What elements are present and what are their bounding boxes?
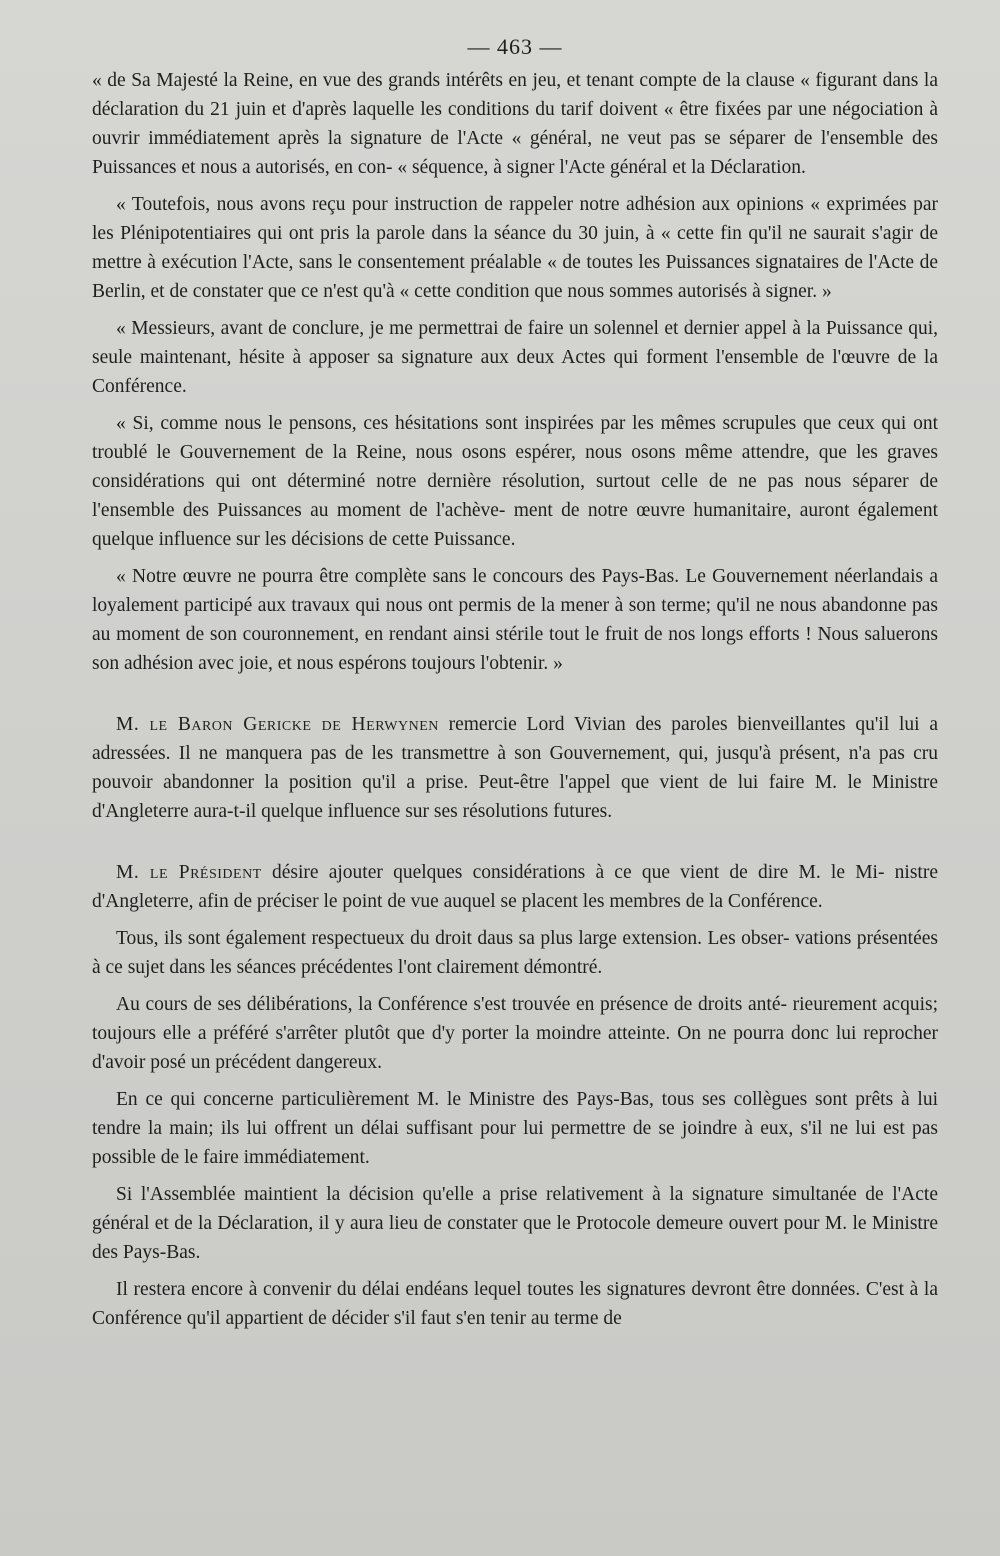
paragraph-6: [92, 710, 938, 826]
paragraph-9: Au cours de ses délibérations, la Conférence s'est trouvée en présence de droits anté- rieurement acquis; toujours elle a préféré s'arrêter plutôt que d'y porter la moindre atteinte. On ne pourra donc lui reprocher d'avoir posé un précédent dangereux.: [92, 994, 938, 1073]
paragraph-7: [92, 858, 938, 916]
speaker-name: M. le Baron Gericke de Herwynen: [116, 714, 439, 735]
paragraph-12: Il restera encore à convenir du délai endéans lequel toutes les signatures devront être données. C'est à la Conférence qu'il appartient de décider s'il faut s'en tenir au terme de: [92, 1279, 938, 1329]
page-number: — 463 —: [467, 34, 563, 59]
paragraph-2: « Toutefois, nous avons reçu pour instruction de rappeler notre adhésion aux opinions « exprimées par les Plénipotentiaires qui ont pris la parole dans la séance du 30 juin, à « cette fin qu'il ne saurait s'agir de mettre à exécution l'Acte, sans le consentement préalable « de toutes les Puissances signataires de l'Acte de Berlin, et de constater que ce n'est qu'à « cette condition que nous sommes autorisés à signer. »: [92, 194, 938, 302]
paragraph-8: Tous, ils sont également respectueux du droit daus sa plus large extension. Les obser- vations présentées à ce sujet dans les séances précédentes l'ont clairement démontré.: [92, 928, 938, 978]
body-text: [92, 66, 938, 1333]
paragraph-6-text: remercie Lord Vivian des paroles bienveillantes qu'il lui a adressées. Il ne manquera pas de les transmettre à son Gouvernement, qui, jusqu'à présent, n'a pas cru pouvoir abandonner la position qu'il a prise. Peut-être l'appel que vient de lui faire M. le Ministre d'Angleterre aura-t-il quelque influence sur ses résolutions futures.: [92, 714, 938, 822]
paragraph-7-text: désire ajouter quelques considérations à ce que vient de dire M. le Mi- nistre d'Angleterre, afin de préciser le point de vue auquel se placent les membres de la Conférence.: [92, 862, 938, 912]
paragraph-10: En ce qui concerne particulièrement M. le Ministre des Pays-Bas, tous ses collègues sont prêts à lui tendre la main; ils lui offrent un délai suffisant pour lui permettre de se joindre à eux, s'il ne lui est pas possible de le faire immédiatement.: [92, 1089, 938, 1168]
paragraph-4: « Si, comme nous le pensons, ces hésitations sont inspirées par les mêmes scrupules que ceux qui ont troublé le Gouvernement de la Reine, nous osons espérer, nous osons même attendre, que les graves considérations qui ont déterminé notre dernière résolution, surtout celle de ne pas nous séparer de l'ensemble des Puissances au moment de l'achève- ment de notre œuvre humanitaire, auront également quelque influence sur les décisions de cette Puissance.: [92, 413, 938, 550]
paragraph-1: « de Sa Majesté la Reine, en vue des grands intérêts en jeu, et tenant compte de la clause « figurant dans la déclaration du 21 juin et d'après laquelle les conditions du tarif doivent « être fixées par une négociation à ouvrir immédiatement après la signature de l'Acte « général, ne veut pas se séparer de l'ensemble des Puissances et nous a autorisés, en con- « séquence, à signer l'Acte général et la Déclaration.: [92, 70, 938, 178]
paragraph-5: « Notre œuvre ne pourra être complète sans le concours des Pays-Bas. Le Gouvernement néerlandais a loyalement participé aux travaux qui nous ont permis de la mener à son terme; qu'il ne nous abandonne pas au moment de son couronnement, en rendant ainsi stérile tout le fruit de nos longs efforts ! Nous saluerons son adhésion avec joie, et nous espérons toujours l'obtenir. »: [92, 566, 938, 674]
speaker-name: M. le Président: [116, 862, 262, 883]
paragraph-11: Si l'Assemblée maintient la décision qu'elle a prise relativement à la signature simultanée de l'Acte général et de la Déclaration, il y aura lieu de constater que le Protocole demeure ouvert pour M. le Ministre des Pays-Bas.: [92, 1184, 938, 1263]
paragraph-3: « Messieurs, avant de conclure, je me permettrai de faire un solennel et dernier appel à la Puissance qui, seule maintenant, hésite à apposer sa signature aux deux Actes qui forment l'ensemble de l'œuvre de la Conférence.: [92, 318, 938, 397]
